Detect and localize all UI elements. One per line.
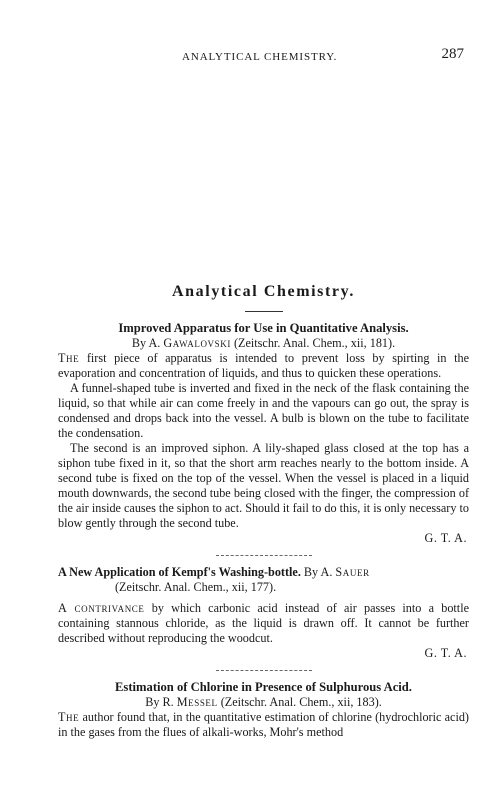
citation: (Zeitschr. Anal. Chem., xii, 181). (234, 336, 396, 350)
article-title: Estimation of Chlorine in Presence of Sulphurous Acid. (115, 680, 412, 694)
author-name: Messel (176, 695, 218, 709)
running-title: ANALYTICAL CHEMISTRY. (182, 51, 338, 63)
article-body (58, 282, 469, 740)
article-heading (58, 565, 469, 595)
article-title: A New Application of Kempf's Washing-bottle. (58, 565, 301, 579)
byline-prefix: By A. (303, 565, 333, 579)
paragraph: The second is an improved siphon. A lily-shaped glass closed at the top has a siphon tube fixed in it, so that the short arm reaches nearly to the bottom inside. A second tube is fixed on the top of the vessel. When the vessel is placed in a liquid mouth downwards, the second tube being closed with the finger, the compression of the air inside causes the siphon to act. Should it fail to do this, it is only necessary to blow gently through the second tube. (58, 441, 469, 530)
citation: (Zeitschr. Anal. Chem., xii, 183). (220, 695, 382, 709)
section-title: Analytical Chemistry. (172, 283, 355, 300)
paragraph (58, 601, 469, 646)
article-byline (58, 695, 469, 710)
article-byline (58, 336, 469, 351)
byline-prefix: By A. (131, 336, 161, 350)
article-title: Improved Apparatus for Use in Quantitative Analysis. (118, 321, 409, 335)
signature: G. T. A. (424, 646, 467, 660)
article-divider (216, 555, 312, 556)
lead-word: The (58, 351, 80, 365)
author-name: Gawalovski (163, 336, 231, 350)
paragraph-text: first piece of apparatus is intended to prevent loss by spirting in the evaporation and concentration of liquids, and thus to quicken these operations. (58, 351, 469, 380)
paragraph-text: author found that, in the quantitative estimation of chlorine (hydrochloric acid) in the gases from the flues of alkali-works, Mohr's method (58, 710, 469, 739)
article-chlorine (58, 680, 469, 740)
section-rule (245, 311, 283, 312)
paragraph-text: by which carbonic acid instead of air passes into a bottle containing stannous chloride, as the liquid is drawn off. It cannot be further described without reproducing the woodcut. (58, 601, 469, 645)
byline-prefix: By R. (145, 695, 174, 709)
citation: (Zeitschr. Anal. Chem., xii, 177). (115, 580, 277, 594)
author-name: Sauer (335, 565, 370, 579)
page-number: 287 (441, 46, 464, 62)
signature: G. T. A. (424, 531, 467, 545)
paragraph (58, 351, 469, 381)
paragraph (58, 710, 469, 740)
article-apparatus (58, 321, 469, 546)
lead-word: A contrivance (58, 601, 145, 615)
lead-word: The (58, 710, 80, 724)
paragraph: A funnel-shaped tube is inverted and fixed in the neck of the flask containing the liquid, so that while air can come freely in and the vapours can go out, the spray is condensed and drops back into the vessel. A bulb is blown on the tube to facilitate the condensation. (58, 381, 469, 440)
article-washing-bottle (58, 565, 469, 661)
article-divider (216, 670, 312, 671)
